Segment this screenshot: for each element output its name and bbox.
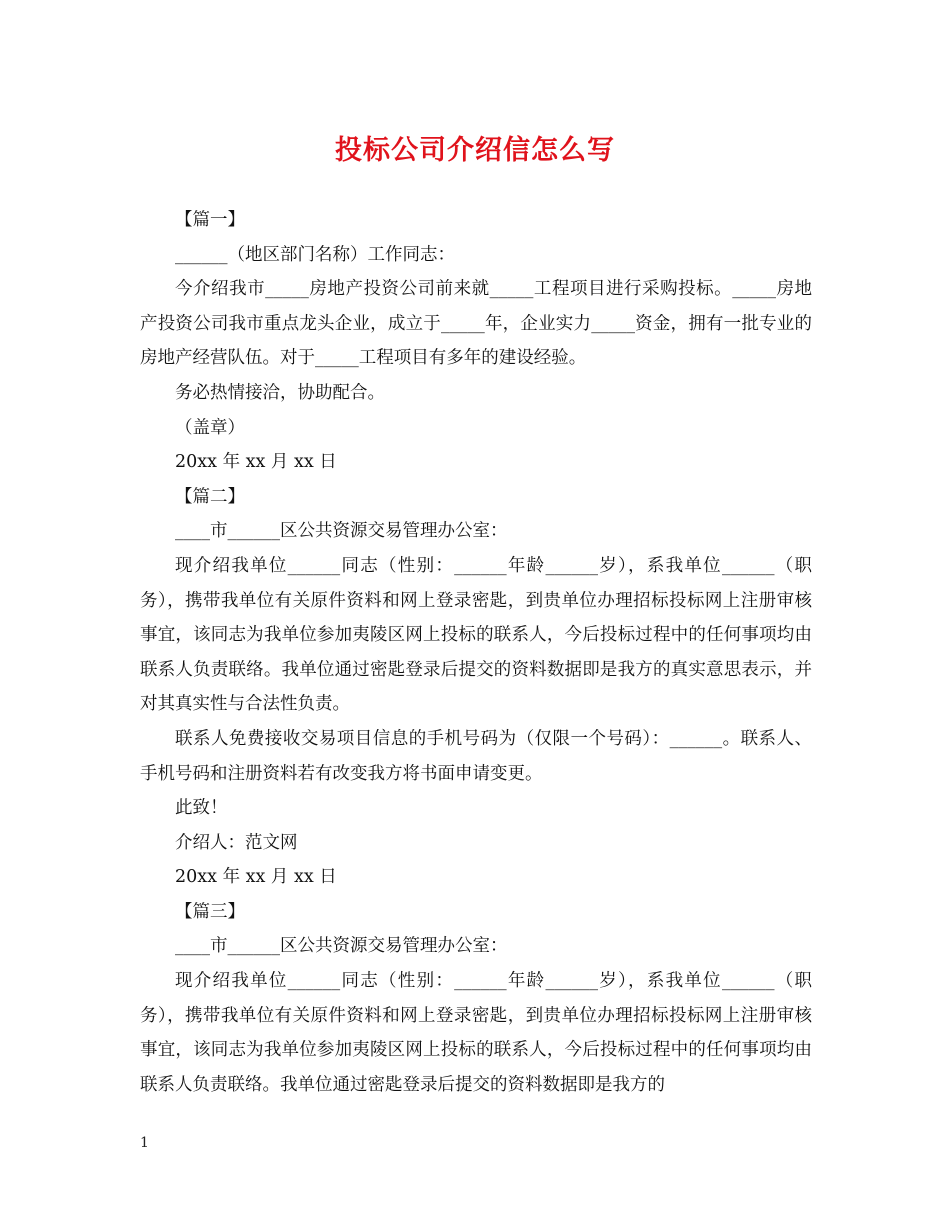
page-number: 1	[140, 1135, 149, 1151]
salutation: ____市______区公共资源交易管理办公室：	[175, 936, 508, 957]
section-heading: 【篇一】	[175, 210, 245, 230]
body-paragraph: 联系人免费接收交易项目信息的手机号码为（仅限一个号码）：______。联系人、手机号码和注册资料若有改变我方将书面申请变更。	[140, 728, 812, 784]
date-line: 20xx 年 xx 月 xx 日	[175, 867, 337, 888]
salutation: ____市______区公共资源交易管理办公室：	[175, 521, 508, 542]
body-paragraph: 今介绍我市_____房地产投资公司前来就_____工程项目进行采购投标。_____房地产投资公司我市重点龙头企业，成立于_____年，企业实力_____资金，拥有一批专业的房地产经营队伍。对于_____工程项目有多年的建设经验。	[140, 279, 812, 369]
section-heading: 【篇三】	[175, 901, 245, 922]
section-heading: 【篇二】	[175, 486, 245, 507]
seal-note: （盖章）	[175, 417, 245, 438]
body-paragraph: 务必热情接洽，协助配合。	[175, 382, 385, 403]
body-paragraph: 现介绍我单位______同志（性别：______年龄______岁），系我单位______（职务），携带我单位有关原件资料和网上登录密匙，到贵单位办理招标投标网上注册审核事宜，该同志为我单位参加夷陵区网上投标的联系人，今后投标过程中的任何事项均由联系人负责联络。我单位通过密匙登录后提交的资料数据即是我方的	[140, 971, 812, 1095]
introducer-line: 介绍人：范文网	[175, 832, 298, 853]
date-line: 20xx 年 xx 月 xx 日	[175, 452, 337, 473]
document-title: 投标公司介绍信怎么写	[335, 135, 615, 166]
body-paragraph: 现介绍我单位______同志（性别：______年龄______岁），系我单位______（职务），携带我单位有关原件资料和网上登录密匙，到贵单位办理招标投标网上注册审核事宜，该同志为我单位参加夷陵区网上投标的联系人，今后投标过程中的任何事项均由联系人负责联络。我单位通过密匙登录后提交的资料数据即是我方的真实意思表示，并对其真实性与合法性负责。	[140, 555, 812, 715]
document-body	[140, 203, 812, 1102]
closing-line: 此致！	[175, 798, 228, 819]
salutation: ______（地区部门名称）工作同志：	[175, 244, 455, 265]
